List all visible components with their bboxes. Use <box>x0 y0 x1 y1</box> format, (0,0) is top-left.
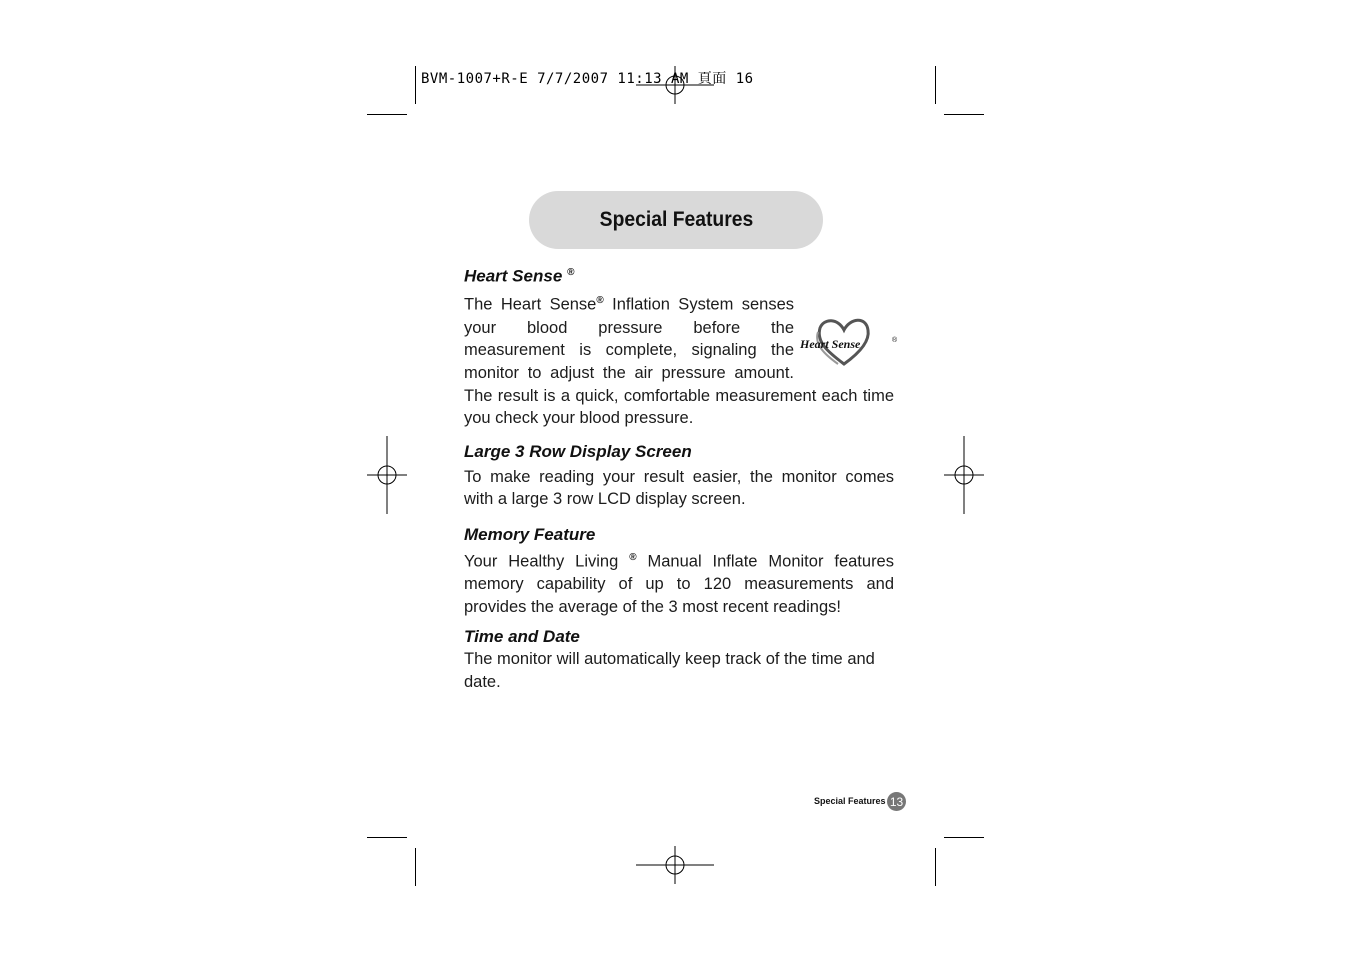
logo-text: Heart Sense <box>800 337 861 352</box>
section-body <box>464 547 894 619</box>
page-title: Special Features <box>599 208 753 231</box>
body-text: Inflation System senses your blood pressure before the measurement is complete, signaling the monitor to adjust the air pressure amount. The result is a quick, comfortable measurement each time you check your blood pressure. <box>464 295 894 428</box>
main-content <box>464 262 898 694</box>
registration-target-icon <box>944 436 984 514</box>
printer-slug: BVM-1007+R-E 7/7/2007 11:13 AM 頁面 16 <box>421 71 754 87</box>
crop-mark <box>367 114 407 115</box>
crop-mark <box>935 66 936 104</box>
logo-mark: ® <box>892 337 898 345</box>
footer-section-label: Special Features <box>814 796 886 806</box>
crop-mark <box>415 848 416 886</box>
page-title-banner <box>529 191 823 249</box>
section-display-screen <box>464 441 894 511</box>
registered-mark: ® <box>567 267 575 278</box>
crop-mark <box>935 848 936 886</box>
body-text: Manual Inflate Monitor features memory capability of up to 120 measurements and provides the average of the 3 most recent readings! <box>464 552 894 616</box>
crop-mark <box>944 114 984 115</box>
heading-text: Heart Sense <box>464 266 563 286</box>
section-memory-feature <box>464 524 894 618</box>
registration-target-icon <box>367 436 407 514</box>
page-number: 13 <box>887 792 906 811</box>
section-body: The monitor will automatically keep track of the time and date. <box>464 650 875 691</box>
section-time-and-date <box>464 626 894 694</box>
body-text: The Heart Sense <box>464 295 597 314</box>
registered-mark: ® <box>629 551 637 563</box>
section-body: To make reading your result easier, the monitor comes with a large 3 row LCD display screen. <box>464 467 894 509</box>
crop-mark <box>367 837 407 838</box>
crop-mark <box>944 837 984 838</box>
body-text: Your Healthy Living <box>464 552 630 571</box>
heart-sense-logo-icon <box>798 312 898 370</box>
section-heart-sense <box>464 262 898 430</box>
section-heading: Memory Feature <box>464 525 596 545</box>
registered-mark: ® <box>596 295 604 307</box>
section-heading: Large 3 Row Display Screen <box>464 442 692 462</box>
section-heading <box>464 262 894 288</box>
registration-target-icon <box>636 846 714 884</box>
crop-mark <box>415 66 416 104</box>
section-heading: Time and Date <box>464 626 580 646</box>
